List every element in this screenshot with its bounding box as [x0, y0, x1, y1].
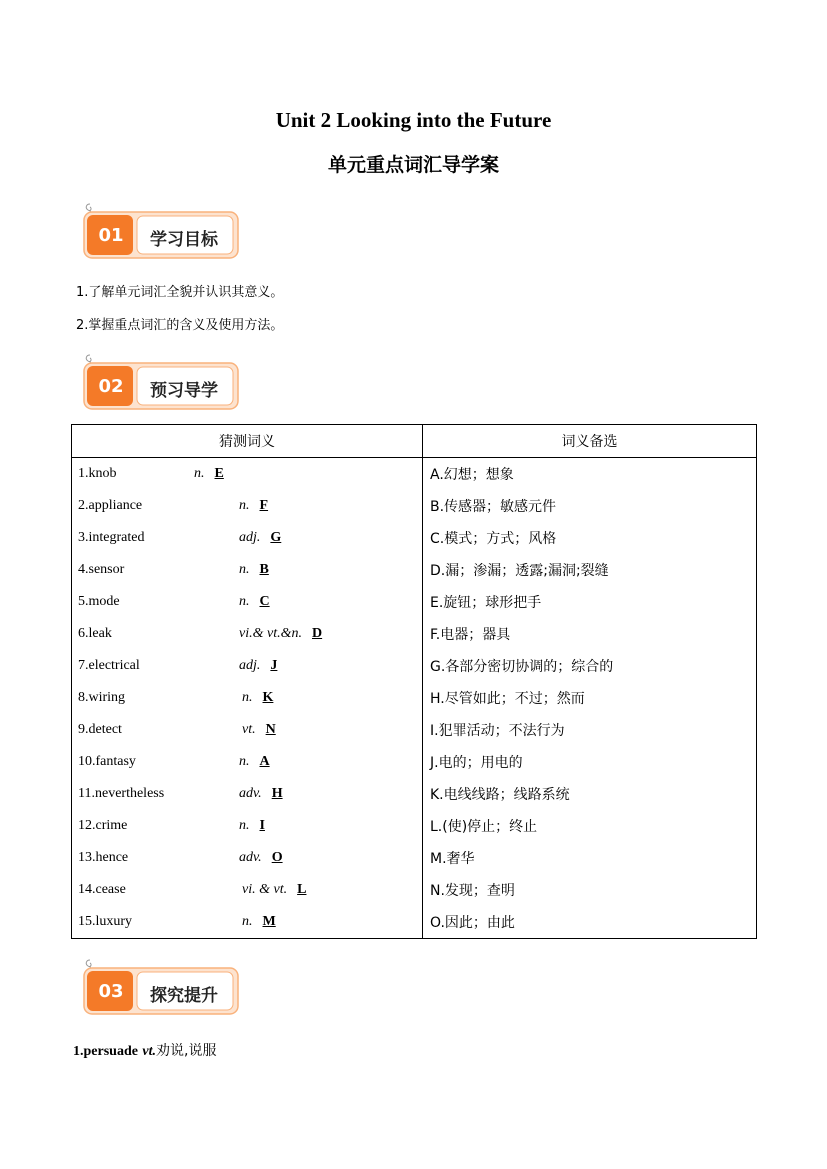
option-item: D.漏；渗漏；透露;漏洞;裂缝 [423, 554, 757, 586]
vocab-word: 6.leak [78, 626, 112, 641]
option-item: J.电的；用电的 [423, 746, 757, 778]
table-row [72, 554, 757, 586]
table-row [72, 458, 757, 491]
vocab-word: 10.fantasy [78, 754, 136, 769]
section-label: 探究提升 [150, 986, 218, 1006]
table-header-guess: 猜测词义 [72, 425, 423, 458]
vocab-word: 12.crime [78, 818, 128, 833]
table-row [72, 874, 757, 906]
answer-blank: I [259, 818, 265, 833]
table-row [72, 746, 757, 778]
part-of-speech: n. [239, 498, 250, 513]
table-row [72, 778, 757, 810]
answer-blank: C [259, 594, 270, 609]
answer-blank: D [312, 626, 323, 641]
table-row [72, 586, 757, 618]
table-row [72, 650, 757, 682]
goal-item-2: 2.掌握重点词汇的含义及使用方法。 [76, 318, 284, 333]
vocab-word: 7.electrical [78, 658, 140, 673]
table-row [72, 618, 757, 650]
part-of-speech: n. [242, 690, 253, 705]
part-of-speech: n. [239, 594, 250, 609]
section-number: 01 [98, 225, 124, 246]
answer-blank: L [297, 882, 307, 897]
explore-meaning: 劝说,说服 [156, 1043, 217, 1059]
answer-blank: J [270, 658, 278, 673]
table-header-row [72, 425, 757, 458]
page-title: Unit 2 Looking into the Future [275, 108, 552, 132]
option-item: G.各部分密切协调的；综合的 [423, 650, 757, 682]
table-row [72, 522, 757, 554]
option-item: N.发现；查明 [423, 874, 757, 906]
explore-item [73, 1040, 216, 1060]
table-row [72, 810, 757, 842]
option-item: K.电线线路；线路系统 [423, 778, 757, 810]
section-label: 预习导学 [150, 381, 218, 401]
explore-pos: vt. [142, 1044, 157, 1059]
section-badge-03 [82, 958, 242, 1020]
vocab-word: 8.wiring [78, 690, 126, 705]
part-of-speech: n. [239, 562, 250, 577]
page-subtitle: 单元重点词汇导学案 [327, 154, 499, 176]
table-row [72, 842, 757, 874]
vocab-word: 1.knob [78, 466, 117, 481]
answer-blank: B [259, 562, 269, 577]
table-header-options: 词义备选 [423, 425, 757, 458]
answer-blank: N [265, 722, 276, 737]
part-of-speech: vt. [242, 722, 256, 737]
answer-blank: F [259, 498, 269, 513]
vocab-word: 11.nevertheless [78, 786, 165, 801]
section-badge-01 [82, 202, 242, 264]
part-of-speech: adj. [239, 658, 261, 673]
part-of-speech: n. [194, 466, 205, 481]
part-of-speech: n. [242, 914, 253, 929]
answer-blank: G [270, 530, 282, 545]
option-item: H.尽管如此；不过；然而 [423, 682, 757, 714]
part-of-speech: vi.& vt.&n. [239, 626, 302, 641]
table-row [72, 490, 757, 522]
option-item: I.犯罪活动；不法行为 [423, 714, 757, 746]
section-number: 02 [98, 376, 124, 397]
vocab-word: 5.mode [78, 594, 120, 609]
vocab-word: 2.appliance [78, 498, 143, 513]
answer-blank: H [271, 786, 283, 801]
vocab-word: 13.hence [78, 850, 129, 865]
option-item: M.奢华 [423, 842, 757, 874]
section-number: 03 [98, 981, 124, 1002]
answer-blank: K [262, 690, 274, 705]
explore-word: 1.persuade [73, 1044, 138, 1059]
part-of-speech: vi. & vt. [242, 882, 288, 897]
option-item: A.幻想；想象 [423, 458, 757, 491]
answer-blank: O [271, 850, 283, 865]
vocab-word: 15.luxury [78, 914, 133, 929]
part-of-speech: n. [239, 818, 250, 833]
answer-blank: E [214, 466, 224, 481]
option-item: B.传感器；敏感元件 [423, 490, 757, 522]
option-item: E.旋钮；球形把手 [423, 586, 757, 618]
part-of-speech: adv. [239, 850, 262, 865]
table-row [72, 714, 757, 746]
section-label: 学习目标 [150, 230, 218, 250]
section-badge-02 [82, 353, 242, 415]
vocab-table [71, 424, 757, 939]
vocab-word: 14.cease [78, 882, 126, 897]
vocab-word: 4.sensor [78, 562, 125, 577]
option-item: C.模式；方式；风格 [423, 522, 757, 554]
goal-item-1: 1.了解单元词汇全貌并认识其意义。 [76, 285, 284, 300]
part-of-speech: adv. [239, 786, 262, 801]
option-item: O.因此；由此 [423, 906, 757, 939]
option-item: F.电器；器具 [423, 618, 757, 650]
table-row [72, 906, 757, 939]
part-of-speech: n. [239, 754, 250, 769]
option-item: L.(使)停止；终止 [423, 810, 757, 842]
answer-blank: A [259, 754, 270, 769]
part-of-speech: adj. [239, 530, 261, 545]
vocab-word: 9.detect [78, 722, 122, 737]
table-row [72, 682, 757, 714]
vocab-word: 3.integrated [78, 530, 145, 545]
answer-blank: M [262, 914, 276, 929]
